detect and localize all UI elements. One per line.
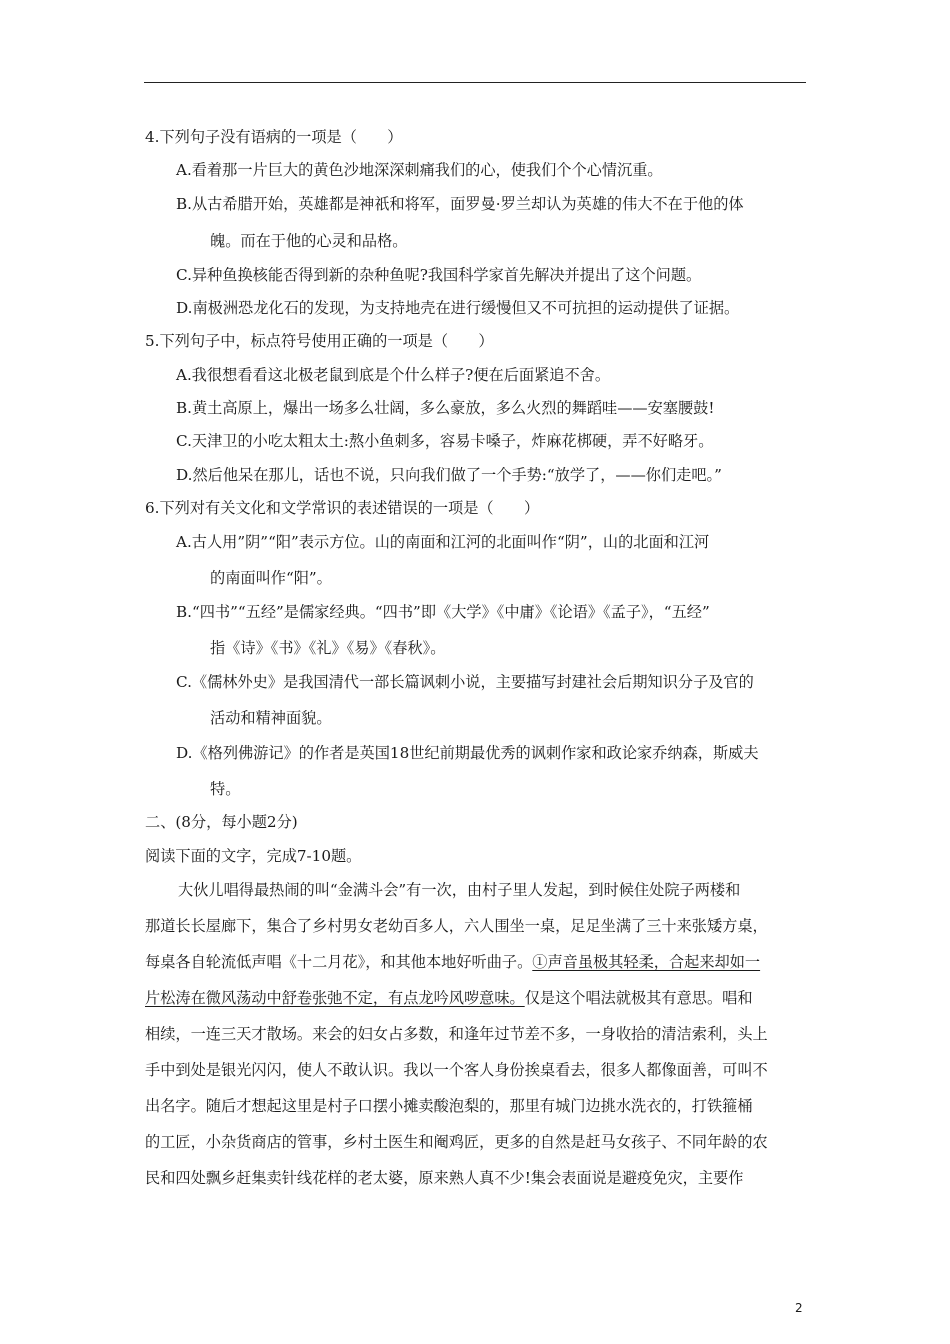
- question-6-option-b-continued: 指《诗》《书》《礼》《易》《春秋》。: [210, 639, 446, 657]
- question-5-option-a: A.我很想看看这北极老鼠到底是个什么样子?便在后面紧追不舍。: [176, 366, 611, 384]
- question-5-option-d: D.然后他呆在那儿，话也不说，只向我们做了一个手势:“放学了，——你们走吧。”: [176, 466, 722, 484]
- question-4-stem: 4.下列句子没有语病的一项是（ ）: [145, 128, 403, 146]
- question-6-stem: 6.下列对有关文化和文学常识的表述错误的一项是（ ）: [145, 499, 540, 517]
- question-6-option-d: D.《格列佛游记》的作者是英国18世纪前期最优秀的讽刺作家和政论家乔纳森，斯威夫: [176, 744, 759, 762]
- question-4-option-d: D.南极洲恐龙化石的发现，为支持地壳在进行缓慢但又不可抗担的运动提供了证据。: [176, 299, 740, 317]
- question-6-option-a-continued: 的南面叫作“阳”。: [210, 569, 332, 587]
- question-5-option-c: C.天津卫的小吃太粗太土:熬小鱼刺多，容易卡嗓子，炸麻花梆硬，弄不好略牙。: [176, 432, 714, 450]
- passage-line-9: 民和四处飘乡赶集卖针线花样的老太婆，原来熟人真不少!集会表面说是避疫免灾，主要作: [145, 1169, 744, 1187]
- question-6-option-b: B.“四书”“五经”是儒家经典。“四书”即《大学》《中庸》《论语》《孟子》，“五经”: [176, 603, 710, 621]
- passage-line-5: 相续，一连三天才散场。来会的妇女占多数，和逢年过节差不多，一身收拾的清洁索利，头上: [145, 1025, 768, 1043]
- passage-line-2: 那道长长屋廊下，集合了乡村男女老幼百多人，六人围坐一桌，足足坐满了三十来张矮方桌，: [145, 917, 768, 935]
- header-rule: [144, 82, 806, 83]
- question-6-option-d-continued: 特。: [210, 780, 241, 798]
- question-4-option-b-continued: 魄。而在于他的心灵和品格。: [210, 232, 408, 250]
- passage-line-6: 手中到处是银光闪闪，使人不敢认识。我以一个客人身份挨桌看去，很多人都像面善，可叫不: [145, 1061, 768, 1079]
- underlined-sentence-1-part-1: ①声音虽极其轻柔，合起来却如一: [532, 953, 761, 971]
- question-6-option-c-continued: 活动和精神面貌。: [210, 709, 332, 727]
- page-number: 2: [795, 1301, 803, 1315]
- section-instruction: 阅读下面的文字，完成7-10题。: [145, 847, 362, 865]
- passage-line-8: 的工匠，小杂货商店的管事，乡村土医生和阉鸡匠，更多的自然是赶马女孩子、不同年龄的农: [145, 1133, 768, 1151]
- passage-line-4-text: 仅是这个唱法就极其有意思。唱和: [524, 989, 753, 1007]
- section-heading: 二、(8分，每小题2分): [145, 813, 298, 831]
- passage-line-1: 大伙儿唱得最热闹的叫“金满斗会”有一次，由村子里人发起，到时候住处院子两楼和: [178, 881, 741, 899]
- question-4-option-a: A.看着那一片巨大的黄色沙地深深刺痛我们的心，使我们个个心情沉重。: [176, 161, 663, 179]
- passage-line-7: 出名字。随后才想起这里是村子口摆小摊卖酸泡梨的，那里有城门边挑水洗衣的，打铁箍桶: [145, 1097, 753, 1115]
- question-6-option-c: C.《儒林外史》是我国清代一部长篇讽刺小说，主要描写封建社会后期知识分子及官的: [176, 673, 754, 691]
- question-5-option-b: B.黄土高原上，爆出一场多么壮阔，多么豪放，多么火烈的舞蹈哇——安塞腰鼓!: [176, 399, 715, 417]
- passage-line-3: [145, 952, 760, 972]
- question-5-stem: 5.下列句子中，标点符号使用正确的一项是（ ）: [145, 332, 494, 350]
- question-4-option-b: B.从古希腊开始，英雄都是神祇和将军，面罗曼·罗兰却认为英雄的伟大不在于他的体: [176, 195, 744, 213]
- passage-line-3-text: 每桌各自轮流低声唱《十二月花》，和其他本地好听曲子。: [145, 953, 533, 971]
- passage-line-4: [145, 988, 753, 1008]
- question-4-option-c: C.异种鱼换核能否得到新的杂种鱼呢?我国科学家首先解决并提出了这个问题。: [176, 266, 702, 284]
- underlined-sentence-1-part-2: 片松涛在微风荡动中舒卷张弛不定，有点龙吟风哕意味。: [145, 989, 525, 1007]
- question-6-option-a: A.古人用”阴”“阳”表示方位。山的南面和江河的北面叫作“阴”，山的北面和江河: [176, 533, 710, 551]
